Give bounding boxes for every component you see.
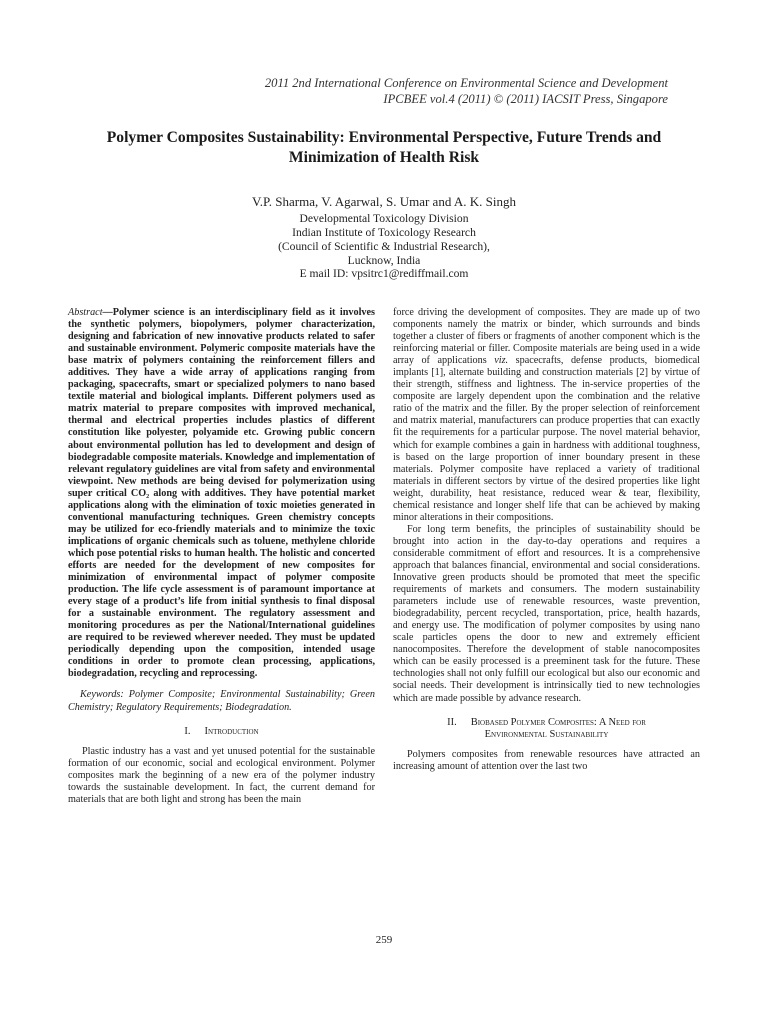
right-column [393,307,700,773]
sustainability-paragraph: For long term benefits, the principles of sustainability should be brought into action in the day-to-day operations and requires a considerable commitment of effort and resources. It is a comprehensive approach that balances financial, environmental and social considerations. Innovative green products should be promoted that meet the specific requirements of markets and consumers. The modern sustainability parameters include use of renewable resources, waste prevention, biodegradability, percent recycled, transportation, price, health hazards, and energy use. The modification of polymer composites by using nano scale particles opens the door to new and extremely efficient nanocomposites. Therefore the development of stable nanocomposites which can be easily processed is a preeminent task for the future. These technologies shall not only fulfill our ecological but also our economic and social needs. Their development is intrinsically tied to new technologies which are made possible by advance research. [393,523,700,704]
viz-text: viz. [494,355,509,367]
keywords-text: Polymer Composite; Environmental Sustainability; Green Chemistry; Regulatory Requirements; Biodegradation. [68,689,375,713]
section-number: I. [184,725,191,737]
left-column [68,307,375,806]
paper-title: Polymer Composites Sustainability: Environmental Perspective, Future Trends and Minimization of Health Risk [106,129,662,166]
intro-paragraph-continued [393,307,700,524]
section-title-line1: Biobased Polymer Composites: A Need for [470,716,646,728]
section-title: Introduction [204,725,259,737]
keywords-label: Keywords: [80,689,124,701]
abstract [68,307,375,680]
intro-text-a: force driving the development of composites. They are made up of two components namely the matrix or binder, which surrounds and binds together a cluster of fibers or fragments of another component which is the reinforcing material or filler. Composite materials are being used in a wide array of applications [393,307,700,367]
page-number: 259 [375,934,393,946]
affiliation-city: Lucknow, India [347,254,421,267]
affiliation-council: (Council of Scientific & Industrial Research), [278,240,490,253]
biobased-paragraph: Polymers composites from renewable resources have attracted an increasing amount of attention over the last two [393,748,700,772]
section-title-line2: Environmental Sustainability [484,728,609,740]
affiliation-email: E mail ID: vpsitrc1@rediffmail.com [299,267,469,280]
publication-line: IPCBEE vol.4 (2011) © (2011) IACSIT Press, Singapore [383,92,668,106]
keywords [68,689,375,713]
abstract-dash: — [102,307,113,318]
intro-text-b: spacecrafts, defense products, biomedical implants [1], alternate building and construction materials [2] by virtue of their strength, stiffness and lightness. The in-service properties of the composite are largely dependent upon the combination and the relative ratio of the matrix and the filler. By the proper selection of reinforcement and matrix material, manufacturers can produce properties that can exactly fit the requirements for a particular purpose. The novel material behavior, which for example combines a gain in hardness with additional toughness, is based on the large proportion of inner boundary present in these materials. Polymer composite have replaced a variety of traditional materials in different sectors by virtue of the desired properties like light weight, durability, heat resistance, reduced wear & tear, flexibility, chemical resistance and longer shelf life that can be achieved by making minor alterations in their compositions. [393,355,701,523]
section-number: II. [447,716,457,728]
affiliation-institute: Indian Institute of Toxicology Research [292,226,476,239]
section-heading-biobased [393,717,700,741]
abstract-label: Abstract [68,307,103,318]
intro-paragraph: Plastic industry has a vast and yet unused potential for the sustainable formation of our economic, social and ecological environment. Polymer composites mark the beginning of a new era of the polymer industry towards the sustainable development. In fact, the current demand for materials that are both light and strong has been the main [68,745,375,805]
authors: V.P. Sharma, V. Agarwal, S. Umar and A. K. Singh [252,194,516,209]
affiliation-division: Developmental Toxicology Division [299,212,469,225]
conference-line: 2011 2nd International Conference on Environmental Science and Development [264,76,668,90]
section-heading-introduction [68,726,375,738]
abstract-text: Polymer science is an interdisciplinary field as it involves the synthetic polymers, biopolymers, polymer characterization, designing and fabrication of new innovative products related to safer and sustainable environment. Polymeric composite materials have the base matrix of polymers containing the reinforcement fillers and additives. They have a wide array of applications ranging from packaging, spacecrafts, smart or specialized polymers to nano based textile material and biological implants. Different polymers used as matrix material to prepare composites with improved mechanical, thermal and electrical properties includes plastics of different constitution like polyester, polyamide etc. Growing public concern about environmental pollution has led to development and design of biodegradable composite materials. Knowledge and implementation of relevant regulatory guidelines are vital from safety and environmental viewpoint. New methods are being devised for polymerization using super critical CO₂ along with additives. They have potential market applications along with the elimination of toxic moieties generated in conventional manufacturing techniques. Green chemistry concepts may be utilized for eco-friendly materials and to minimize the toxic implications of organic chemicals such as toluene, methylene chloride which pose potential risks to human health. The holistic and concerted efforts are needed for the development of new composites for minimization of environmental impact of polymer composite production. The life cycle assessment is of paramount importance at every stage of a product’s life from initial synthesis to final disposal for a sustainable environment. The regulatory assessment and monitoring procedures as per the National/International guidelines are required to be reviewed wherever needed. They must be updated periodically depending upon the composition, intended usage conditions in order to promote clean processing, applications, biodegradation, recycling and reprocessing. [68,307,375,680]
